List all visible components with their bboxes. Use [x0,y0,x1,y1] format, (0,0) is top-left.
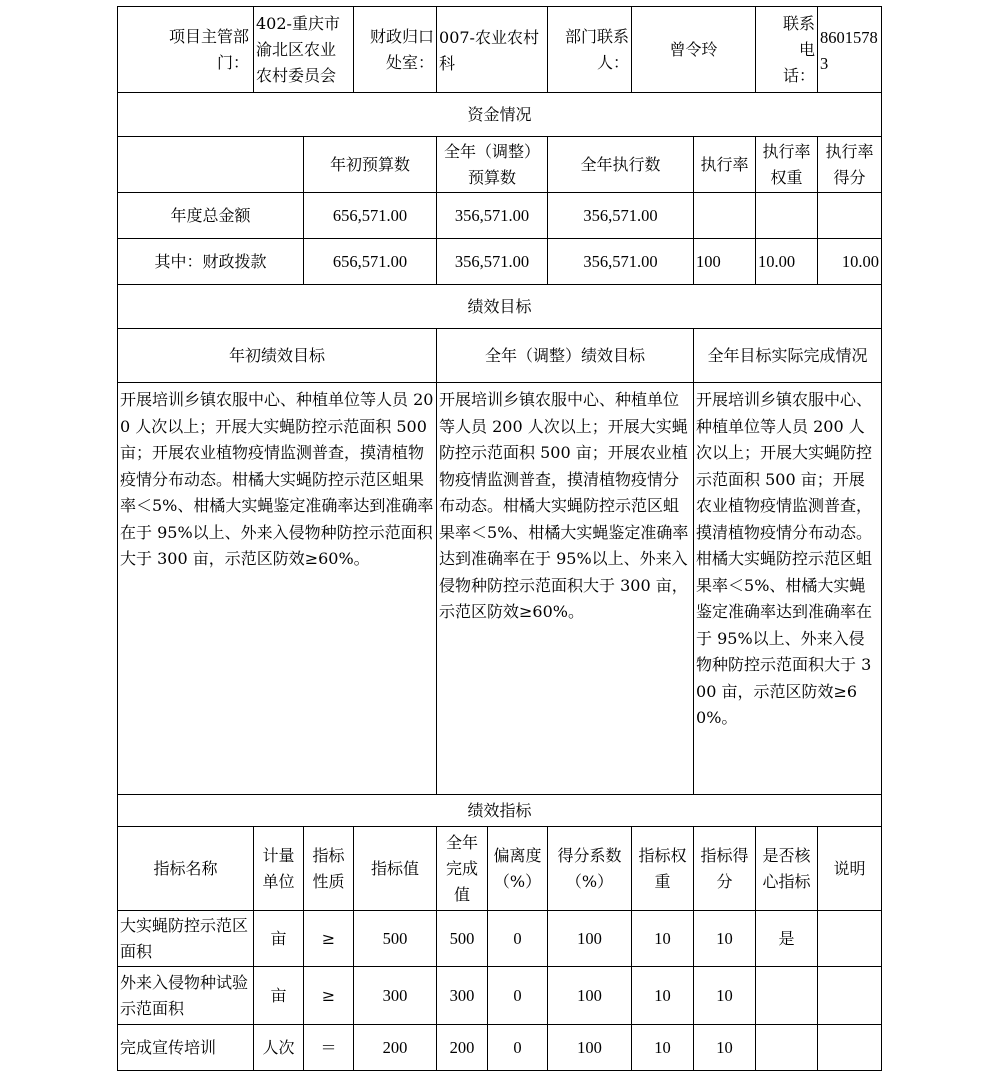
ind-unit: 人次 [254,1025,304,1071]
ind-deviation: 0 [488,911,548,967]
funds-adjusted-value: 356,571.00 [437,193,548,239]
goals-section-title: 绩效目标 [118,285,882,329]
funds-executed-value: 356,571.00 [548,193,694,239]
dept-label: 项目主管部门： [118,7,254,93]
goals-actual-text: 开展培训乡镇农服中心、种植单位等人员 200 人次以上；开展大实蝇防控示范面积 500 亩；开展农业植物疫情监测普查，摸清植物疫情分布动态。柑橘大实蝇防控示范区蛆果率＜5%、柑橘大实蝇鉴定准确率达到准确率在于 95%以上、外来入侵物种防控示范面积大于 300 亩，示范区防效≥60%。 [694,383,882,795]
ind-nature: ≥ [304,967,354,1025]
ind-weight: 10 [632,911,694,967]
header-row [118,7,882,93]
performance-table [117,6,882,1071]
funds-rate-value [694,193,756,239]
ind-coef: 100 [548,1025,632,1071]
funds-weight-value: 10.00 [756,239,818,285]
funds-section-row [118,93,882,137]
ind-deviation: 0 [488,1025,548,1071]
performance-report-page [117,6,881,1071]
funds-col-executed: 全年执行数 [548,137,694,193]
funds-row-total [118,193,882,239]
ind-target: 200 [354,1025,437,1071]
ind-name: 外来入侵物种试验示范面积 [118,967,254,1025]
funds-header-row [118,137,882,193]
funds-executed-value: 356,571.00 [548,239,694,285]
ind-note [818,1025,882,1071]
ind-name: 大实蝇防控示范区面积 [118,911,254,967]
funds-row-label: 年度总金额 [118,193,304,239]
indicators-section-row [118,795,882,827]
funds-col-weight: 执行率权重 [756,137,818,193]
goals-adjusted-text: 开展培训乡镇农服中心、种植单位等人员 200 人次以上；开展大实蝇防控示范面积 500 亩；开展农业植物疫情监测普查，摸清植物疫情分布动态。柑橘大实蝇防控示范区蛆果率＜5%、柑橘大实蝇鉴定准确率达到准确率在于 95%以上、外来入侵物种防控示范面积大于 300 亩，示范区防效≥60%。 [437,383,694,795]
funds-col-adjusted: 全年（调整）预算数 [437,137,548,193]
indicators-header-row [118,827,882,911]
funds-header-blank [118,137,304,193]
ind-actual: 500 [437,911,488,967]
ind-col-target: 指标值 [354,827,437,911]
ind-col-deviation: 偏离度（%） [488,827,548,911]
funds-row-fiscal [118,239,882,285]
ind-col-weight: 指标权重 [632,827,694,911]
ind-note [818,911,882,967]
ind-score: 10 [694,967,756,1025]
ind-unit: 亩 [254,967,304,1025]
finance-value: 007-农业农村科 [437,7,548,93]
goals-section-row [118,285,882,329]
ind-unit: 亩 [254,911,304,967]
ind-target: 500 [354,911,437,967]
ind-name: 完成宣传培训 [118,1025,254,1071]
ind-col-name: 指标名称 [118,827,254,911]
funds-weight-value [756,193,818,239]
ind-coef: 100 [548,911,632,967]
table-row [118,1025,882,1071]
ind-nature: ≥ [304,911,354,967]
ind-col-note: 说明 [818,827,882,911]
goals-initial-text: 开展培训乡镇农服中心、种植单位等人员 200 人次以上；开展大实蝇防控示范面积 500 亩；开展农业植物疫情监测普查，摸清植物疫情分布动态。柑橘大实蝇防控示范区蛆果率＜5%、柑橘大实蝇鉴定准确率达到准确率在于 95%以上、外来入侵物种防控示范面积大于 300 亩，示范区防效≥60%。 [118,383,437,795]
goals-col-initial: 年初绩效目标 [118,329,437,383]
funds-initial-value: 656,571.00 [304,193,437,239]
table-row [118,911,882,967]
funds-initial-value: 656,571.00 [304,239,437,285]
contact-label: 部门联系人： [548,7,632,93]
phone-value: 86015783 [818,7,882,93]
ind-actual: 300 [437,967,488,1025]
goals-col-adjusted: 全年（调整）绩效目标 [437,329,694,383]
ind-deviation: 0 [488,967,548,1025]
ind-core [756,1025,818,1071]
funds-col-rate: 执行率 [694,137,756,193]
ind-col-nature: 指标性质 [304,827,354,911]
phone-label: 联系电话： [756,7,818,93]
ind-score: 10 [694,911,756,967]
funds-row-label: 其中：财政拨款 [118,239,304,285]
ind-col-score: 指标得分 [694,827,756,911]
ind-col-core: 是否核心指标 [756,827,818,911]
funds-score-value: 10.00 [818,239,882,285]
funds-score-value [818,193,882,239]
ind-core [756,967,818,1025]
ind-target: 300 [354,967,437,1025]
ind-actual: 200 [437,1025,488,1071]
contact-value: 曾令玲 [632,7,756,93]
dept-value: 402-重庆市渝北区农业农村委员会 [254,7,354,93]
ind-nature: ＝ [304,1025,354,1071]
ind-note [818,967,882,1025]
funds-col-initial: 年初预算数 [304,137,437,193]
funds-adjusted-value: 356,571.00 [437,239,548,285]
indicators-section-title: 绩效指标 [118,795,882,827]
ind-weight: 10 [632,967,694,1025]
ind-score: 10 [694,1025,756,1071]
ind-col-coef: 得分系数（%） [548,827,632,911]
funds-section-title: 资金情况 [118,93,882,137]
table-row [118,967,882,1025]
goals-header-row [118,329,882,383]
ind-coef: 100 [548,967,632,1025]
ind-weight: 10 [632,1025,694,1071]
ind-col-unit: 计量单位 [254,827,304,911]
finance-label: 财政归口处室： [354,7,437,93]
goals-col-actual: 全年目标实际完成情况 [694,329,882,383]
ind-col-actual: 全年完成值 [437,827,488,911]
goals-content-row [118,383,882,795]
ind-core: 是 [756,911,818,967]
funds-rate-value: 100 [694,239,756,285]
funds-col-score: 执行率得分 [818,137,882,193]
